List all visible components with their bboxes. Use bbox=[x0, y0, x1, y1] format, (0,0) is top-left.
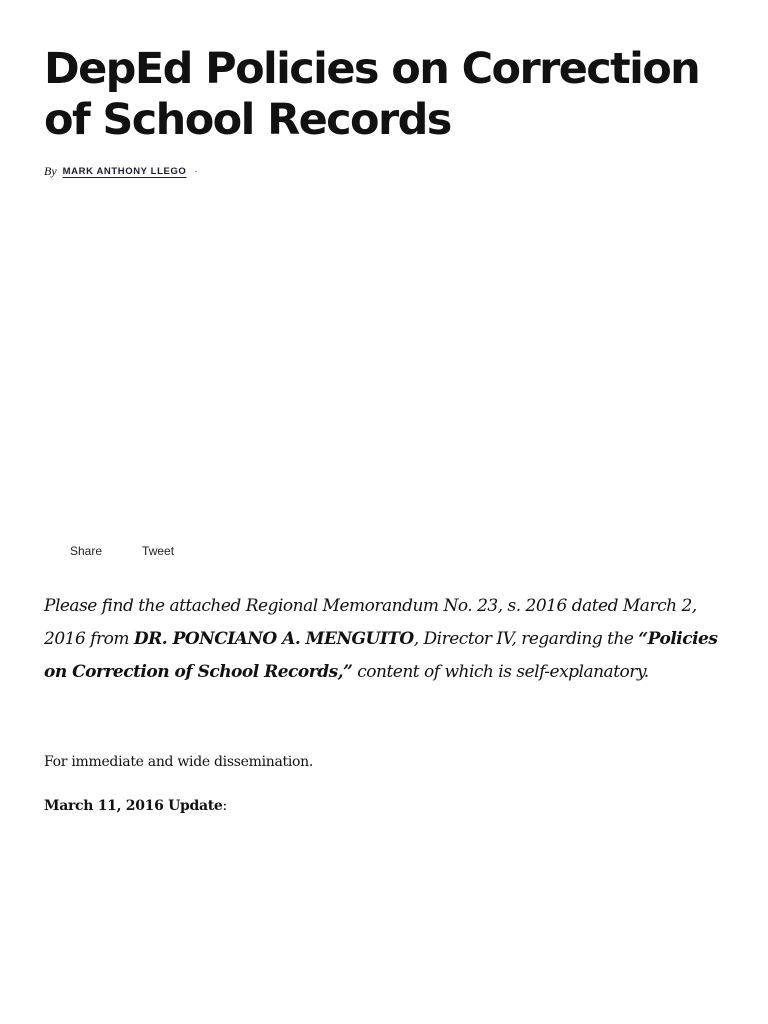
page-title: DepEd Policies on Correction of School Records bbox=[44, 44, 700, 145]
tweet-button[interactable]: Tweet bbox=[142, 544, 175, 558]
dissemination-note: For immediate and wide dissemination. bbox=[44, 754, 314, 770]
intro-text-3: content of which is self-explanatory. bbox=[352, 662, 649, 682]
byline-separator: · bbox=[194, 166, 198, 177]
intro-text-2: , Director IV, regarding the bbox=[413, 629, 639, 649]
intro-paragraph bbox=[44, 590, 724, 689]
ad-placeholder bbox=[44, 200, 724, 520]
intro-text-1: Please find the attached Regional Memorandum No. 23, s. 2016 dated March 2, 2016 from bbox=[44, 596, 697, 649]
byline-by: By bbox=[44, 164, 57, 178]
author-link[interactable]: MARK ANTHONY LLEGO bbox=[62, 166, 187, 177]
policy-title: “Policies on Correction of School Records,” bbox=[44, 629, 718, 682]
update-heading bbox=[44, 796, 227, 816]
byline bbox=[44, 164, 198, 179]
share-button[interactable]: Share bbox=[70, 544, 103, 558]
update-date: March 11, 2016 Update bbox=[44, 798, 223, 814]
update-colon: : bbox=[222, 798, 227, 814]
share-bar bbox=[70, 544, 174, 558]
director-name: DR. PONCIANO A. MENGUITO bbox=[133, 629, 414, 649]
